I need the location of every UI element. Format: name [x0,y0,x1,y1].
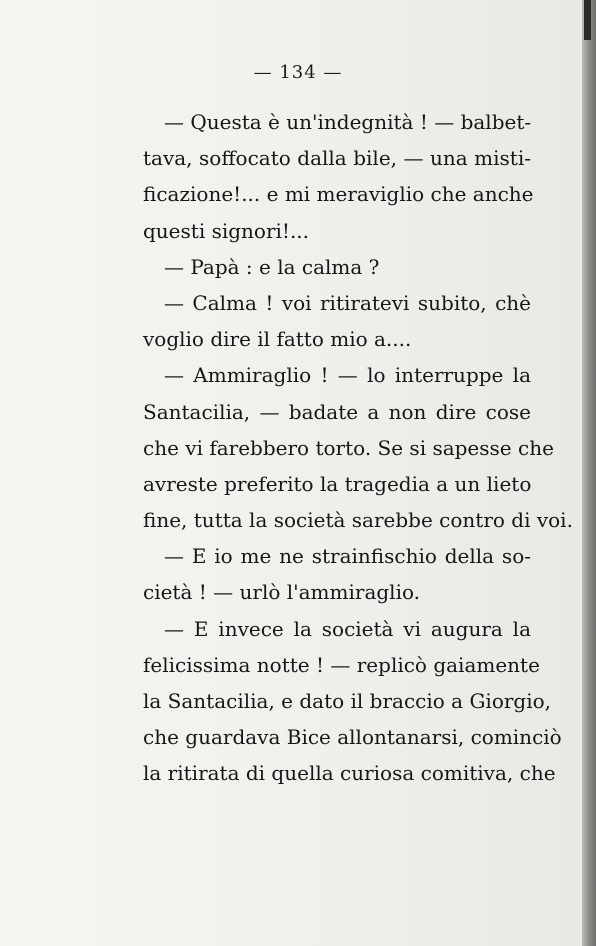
text-line: — Calma ! voi ritiratevi subito, chè [164,290,531,315]
text-line: ficazione!... e mi meraviglio che anche [143,182,534,207]
text-line: — E invece la società vi augura la [164,616,531,641]
text-line: che guardava Bice allontanarsi, cominciò [143,725,562,750]
text-line: — Questa è un'indegnità ! — balbet- [164,110,532,134]
body-text [143,104,573,792]
text-line: felicissima notte ! — replicò gaiamente [143,652,540,677]
text-line: — Ammiraglio ! — lo interruppe la [164,363,531,388]
text-line: che vi farebbero torto. Se si sapesse che [143,435,554,460]
text-line: questi signori!... [143,218,310,243]
page-edge-shadow [584,0,591,40]
text-line: Santacilia, — badate a non dire cose [143,399,531,424]
text-line: fine, tutta la società sarebbe contro di voi. [143,508,573,533]
page-edge [582,0,596,946]
text-line: — Papà : e la calma ? [164,254,380,279]
text-line: tava, soffocato dalla bile, — una misti- [143,146,531,171]
text-line: cietà ! — urlò l'ammiraglio. [143,580,421,605]
page-number: — 134 — [253,62,343,83]
text-line: — E io me ne strainfischio della so- [164,544,531,569]
text-line: avreste preferito la tragedia a un lieto [143,471,532,496]
text-line: la ritirata di quella curiosa comitiva, che [143,761,556,786]
text-line: la Santacilia, e dato il braccio a Giorgio, [143,689,552,713]
text-line: voglio dire il fatto mio a.... [143,327,412,352]
